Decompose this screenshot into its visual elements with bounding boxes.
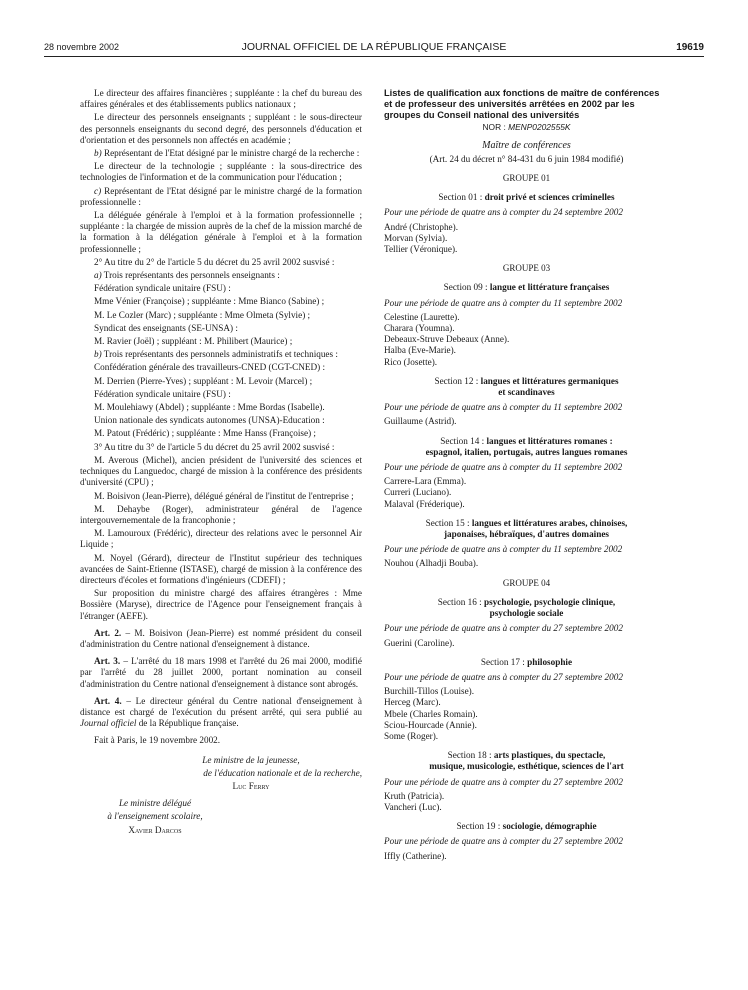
page-header (44, 40, 704, 57)
period-line: Pour une période de quatre ans à compter du 11 septembre 2002 (384, 297, 623, 308)
section-heading: Section 18 : arts plastiques, du spectacle, musique, musicologie, esthétique, sciences de l'art (429, 750, 624, 772)
section-heading: Section 12 : langues et littératures germaniques et scandinaves (434, 375, 619, 398)
list-line: Fédération syndicale unitaire (FSU) : (94, 388, 231, 399)
section-heading: Section 09 : langue et littérature françaises (443, 282, 610, 293)
list-item: Curreri (Luciano). (384, 487, 452, 498)
right-column (384, 88, 669, 866)
period-line: Pour une période de quatre ans à compter du 24 septembre 2002 (384, 207, 623, 218)
name-list (384, 558, 669, 569)
list-item: Mbele (Charles Romain). (384, 708, 478, 719)
paragraph: La déléguée générale à l'emploi et à la formation professionnelle ; suppléante : la chargée de mission auprès de la chef de la mission marché de la formation à la délégation générale à l'emploi et à la formation professionnelle ; (80, 210, 362, 254)
article-label: Art. 4. (94, 695, 122, 706)
item-label: c) (94, 185, 102, 196)
item-label: a) (94, 270, 102, 281)
signatory-name: Luc Ferry (232, 780, 270, 791)
list-line: M. Patout (Frédéric) ; suppléante : Mme Hanss (Françoise) ; (94, 428, 316, 439)
list-line: Mme Vénier (Françoise) ; suppléante : Mme Bianco (Sabine) ; (94, 296, 325, 307)
section-heading: Section 16 : psychologie, psychologie clinique, psychologie sociale (437, 596, 616, 619)
article-label: Art. 3. (94, 656, 121, 667)
item-label: b) (94, 148, 102, 159)
name-list (384, 312, 669, 368)
group-heading: GROUPE 04 (502, 577, 551, 588)
decree-reference: (Art. 24 du décret n° 84-431 du 6 juin 1984 modifié) (429, 153, 624, 164)
section-heading: Section 15 : langues et littératures arabes, chinoises, japonaises, hébraïques, d'autres domaines (425, 517, 628, 540)
paragraph: Sur proposition du ministre chargé des affaires étrangères : Mme Bossière (Maryse), directrice de l'Agence pour l'enseignement français à l'étranger (AEFE). (80, 588, 362, 621)
signature-block-2: Le ministre délégué à l'enseignement scolaire, Xavier Darcos (80, 798, 230, 836)
paragraph: c) Représentant de l'Etat désigné par le ministre chargé de la formation professionnelle : (80, 185, 362, 207)
name-list (384, 638, 669, 649)
header-title: JOURNAL OFFICIEL DE LA RÉPUBLIQUE FRANÇAISE (241, 41, 507, 53)
section-heading: Section 19 : sociologie, démographie (456, 821, 597, 832)
period-line: Pour une période de quatre ans à compter du 27 septembre 2002 (384, 671, 623, 682)
paragraph: M. Noyel (Gérard), directeur de l'Institut supérieur des techniques avancées de Saint-Etienne (ISTASE), chargé de mission à la conférence des directeurs d'écoles et formations d'ingénieurs (CDEFI) ; (80, 552, 362, 585)
paragraph: M. Averous (Michel), ancien président de l'université des sciences et techniques du Languedoc, chargé de mission à la conférence des présidents d'université (CPU) ; (80, 454, 362, 488)
list-item: Burchill-Tillos (Louise). (384, 686, 475, 697)
list-item: Herceg (Marc). (384, 697, 441, 708)
section-heading: Section 17 : philosophie (480, 656, 573, 667)
list-line: Union nationale des syndicats autonomes (UNSA)-Education : (94, 415, 325, 426)
header-date: 28 novembre 2002 (44, 42, 120, 52)
list-line: Syndicat des enseignants (SE-UNSA) : (94, 322, 238, 333)
list-line: M. Moulehiawy (Abdel) ; suppléante : Mme Bordas (Isabelle). (94, 402, 325, 413)
name-list (384, 686, 669, 742)
paragraph: 3° Au titre du 3° de l'article 5 du décret du 25 avril 2002 susvisé : (94, 441, 335, 452)
paragraph: 2° Au titre du 2° de l'article 5 du décret du 25 avril 2002 susvisé : (94, 256, 335, 267)
period-line: Pour une période de quatre ans à compter du 11 septembre 2002 (384, 462, 623, 473)
list-item: Some (Roger). (384, 730, 439, 741)
paragraph: M. Boisivon (Jean-Pierre), délégué général de l'institut de l'entreprise ; (94, 490, 354, 501)
paragraph: a) Trois représentants des personnels enseignants : (94, 270, 280, 281)
page-number: 19619 (676, 42, 704, 53)
list-line: M. Ravier (Joël) ; suppléant : M. Philibert (Maurice) ; (94, 336, 293, 347)
list-item: Kruth (Patricia). (384, 790, 445, 801)
name-list (384, 791, 669, 813)
section-heading: Section 01 : droit privé et sciences criminelles (438, 192, 615, 203)
list-line: M. Derrien (Pierre-Yves) ; suppléant : M. Levoir (Marcel) ; (94, 375, 313, 386)
article-label: Art. 2. (94, 627, 122, 638)
list-item: Rico (Josette). (384, 356, 438, 367)
list-item: Vancheri (Luc). (384, 801, 442, 812)
paragraph: M. Dehaybe (Roger), administrateur général de l'agence intergouvernementale de la francophonie ; (80, 503, 362, 525)
list-item: Tellier (Véronique). (384, 244, 458, 255)
list-item: Iffly (Catherine). (384, 850, 447, 861)
list-item: Sciou-Hourcade (Annie). (384, 719, 477, 730)
period-line: Pour une période de quatre ans à compter du 27 septembre 2002 (384, 836, 623, 847)
document-heading: Listes de qualification aux fonctions de maître de conférences et de professeur des universités arrêtées en 2002 par les groupes du Conseil national des universités (384, 88, 660, 120)
paragraph: b) Représentant de l'Etat désigné par le ministre chargé de la recherche : (94, 148, 360, 159)
list-item: Guerini (Caroline). (384, 637, 455, 648)
name-list (384, 222, 669, 256)
list-item: Carrere-Lara (Emma). (384, 476, 467, 487)
name-list (384, 476, 669, 510)
article-4: Art. 4. – Le directeur général du Centre national d'enseignement à distance est chargé de l'exécution du présent arrêté, qui sera publié au Journal officiel de la République française. (80, 695, 362, 729)
signature-block-1: Le ministre de la jeunesse, de l'éducation nationale et de la recherche, Luc Ferry (80, 755, 362, 793)
list-item: Charara (Youmna). (384, 323, 455, 334)
list-item: André (Christophe). (384, 221, 458, 232)
name-list (384, 851, 669, 862)
name-list (384, 416, 669, 427)
period-line: Pour une période de quatre ans à compter du 27 septembre 2002 (384, 776, 623, 787)
left-column (80, 88, 362, 838)
article-3: Art. 3. – L'arrêté du 18 mars 1998 et l'arrêté du 26 mai 2000, modifié par l'arrêté du 28 juillet 2000, portant nomination au conseil d'administration du Centre national d'enseignement à distance sont abrogés. (80, 656, 362, 689)
subheading: Maître de conférences (482, 139, 571, 151)
group-heading: GROUPE 03 (502, 263, 551, 274)
signatory-name: Xavier Darcos (128, 824, 182, 835)
list-item: Morvan (Sylvia). (384, 232, 448, 243)
signature-date: Fait à Paris, le 19 novembre 2002. (94, 735, 221, 746)
list-item: Halba (Eve-Marie). (384, 345, 456, 356)
item-label: b) (94, 349, 102, 360)
period-line: Pour une période de quatre ans à compter du 11 septembre 2002 (384, 544, 623, 555)
list-item: Malaval (Fréderique). (384, 498, 465, 509)
section-heading: Section 14 : langues et littératures romanes : espagnol, italien, portugais, autres langues romanes (425, 435, 628, 457)
list-line: M. Le Cozler (Marc) ; suppléante : Mme Olmeta (Sylvie) ; (94, 309, 311, 320)
article-2: Art. 2. – M. Boisivon (Jean-Pierre) est nommé président du conseil d'administration du Centre national d'enseignement à distance. (80, 627, 362, 649)
paragraph: Le directeur des personnels enseignants ; suppléant : le sous-directeur des personnels enseignants du second degré, des personnels d'éducation et d'orientation et des personnels non affectés en académie ; (80, 112, 362, 145)
paragraph: M. Lamouroux (Frédéric), directeur des relations avec le personnel Air Liquide ; (80, 528, 362, 550)
period-line: Pour une période de quatre ans à compter du 27 septembre 2002 (384, 623, 623, 634)
paragraph: Le directeur de la technologie ; suppléante : la sous-directrice des technologies de l'information et de la communication pour l'éducation ; (80, 161, 362, 183)
list-item: Debeaux-Struve Debeaux (Anne). (384, 334, 510, 345)
list-line: Confédération générale des travailleurs-CNED (CGT-CNED) : (94, 362, 326, 373)
list-line: Fédération syndicale unitaire (FSU) : (94, 283, 231, 294)
list-item: Nouhou (Alhadji Bouba). (384, 558, 479, 569)
paragraph: Le directeur des affaires financières ; suppléante : la chef du bureau des affaires générales et des établissements publics nationaux ; (80, 88, 362, 110)
period-line: Pour une période de quatre ans à compter du 11 septembre 2002 (384, 402, 623, 413)
list-item: Guillaume (Astrid). (384, 416, 457, 427)
list-item: Celestine (Laurette). (384, 311, 460, 322)
group-heading: GROUPE 01 (502, 173, 551, 183)
paragraph: b) Trois représentants des personnels administratifs et techniques : (94, 349, 338, 360)
nor-reference: NOR : MENP0202555K (482, 122, 571, 133)
